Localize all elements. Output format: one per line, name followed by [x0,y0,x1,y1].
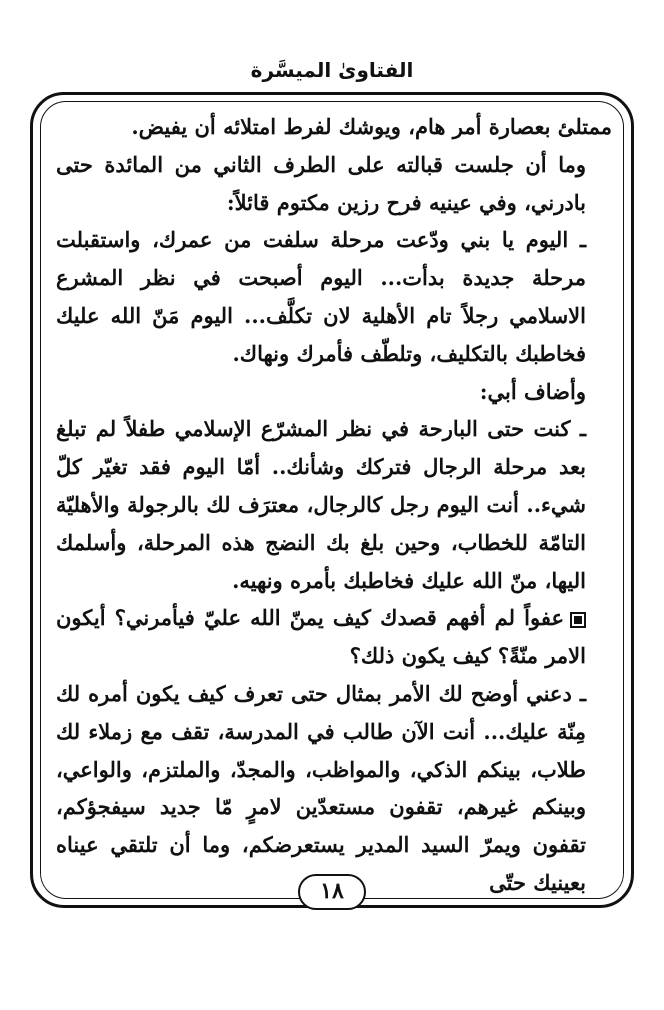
paragraph: ـ كنت حتى البارحة في نظر المشرّع الإسلامي طفلاً لم تبلغ بعد مرحلة الرجال فتركك وشأنك.. أمّا اليوم فقد تغيّر كلّ شيء.. أنت اليوم رجل كالرجال، معترَف لك بالرجولة والأهليّة التامّة للخطاب، وحين بلغ بك النضج هذه المرحلة، وأسلمك اليها، منّ الله عليك فخاطبك بأمره ونهيه. [56,416,586,593]
body-text [56,108,612,902]
page-number: ١٨ [298,874,366,910]
paragraph: وأضاف أبي: [479,378,586,404]
running-header-title: الفتاوىٰ الميسَّرة [250,58,414,82]
paragraph: وما أن جلست قبالته على الطرف الثاني من المائدة حتى بادرني، وفي عينيه فرح رزين مكتوم قائلاً: [56,151,586,215]
filled-square-icon [570,612,586,628]
paragraph: ـ دعني أوضح لك الأمر بمثال حتى تعرف كيف يكون أمره لك مِنّة عليك... أنت الآن طالب في المدرسة، تقف مع زملاء لك طلاب، بينكم الذكي، والمواظب، والمجدّ، والملتزم، والواعي، وبينكم غيرهم، تقفون مستعدّين لامرٍ مّا جديد سيفجؤكم، تقفون ويمرّ السيد المدير يستعرضكم، وما أن تلتقي عيناه بعينيك حتّى [56,680,586,895]
paragraph: ـ اليوم يا بني ودّعت مرحلة سلفت من عمرك، واستقبلت مرحلة جديدة بدأت... اليوم أصبحت في نظر المشرع الاسلامي رجلاً تام الأهلية لان تكلَّف... اليوم مَنّ الله عليك فخاطبك بالتكليف، وتلطّف فأمرك ونهاك. [56,227,586,366]
question-paragraph [56,599,612,675]
question-text: عفواً لم أفهم قصدك كيف يمنّ الله عليّ فيأمرني؟ أيكون الامر منّةً؟ كيف يكون ذلك؟ [56,605,586,669]
paragraph: ممتلئ بعصارة أمر هام، ويوشك لفرط امتلائه أن يفيض. [131,114,612,139]
